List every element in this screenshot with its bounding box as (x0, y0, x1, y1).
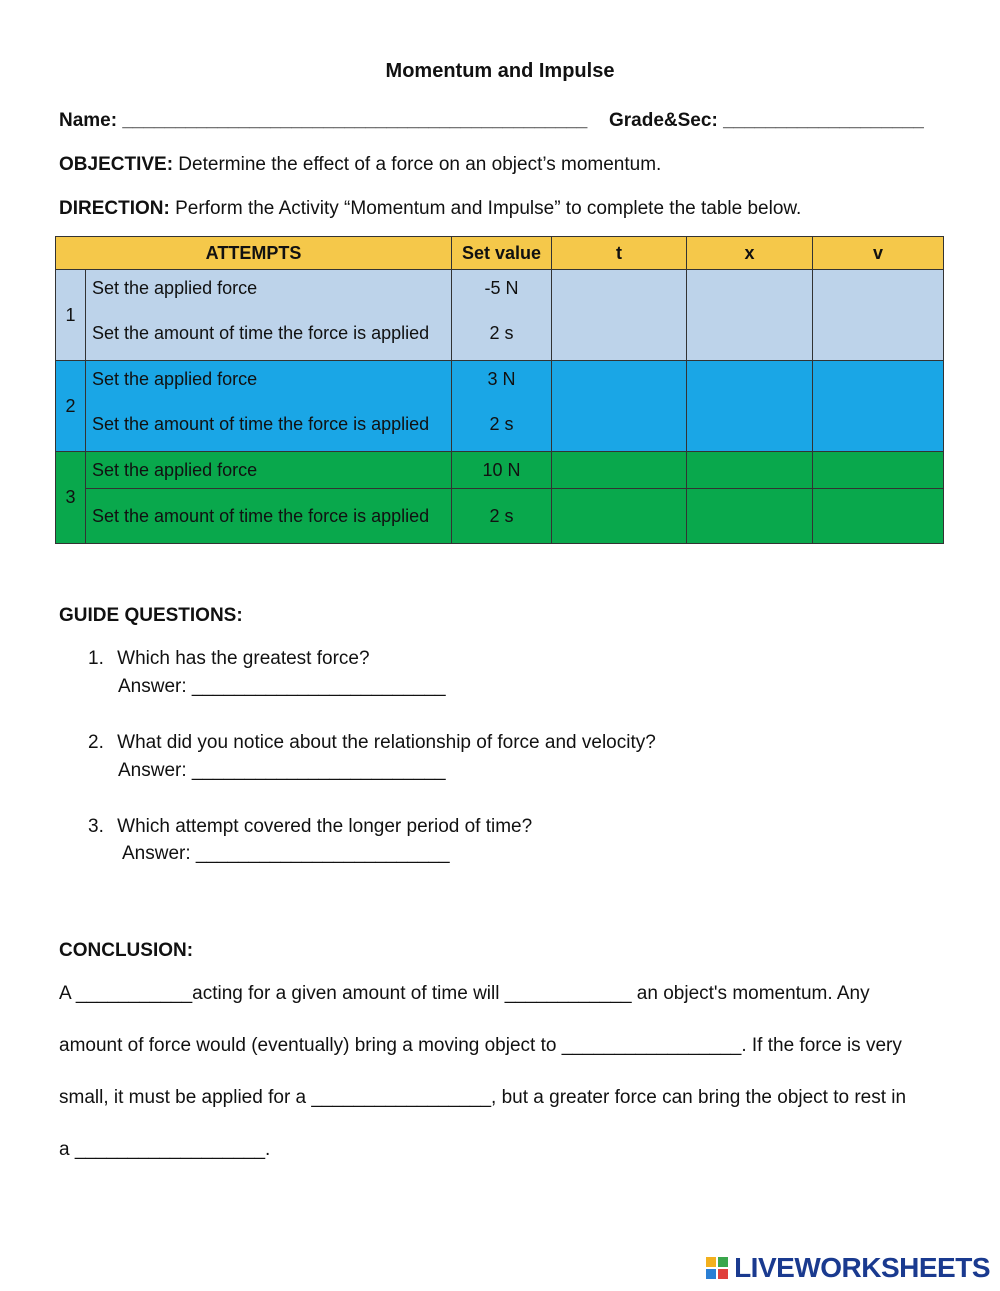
t-cell[interactable] (552, 489, 687, 544)
question-text: Which has the greatest force? (117, 648, 370, 669)
x-cell[interactable] (687, 452, 813, 489)
question-text: Which attempt covered the longer period of time? (117, 816, 533, 837)
conclusion-line[interactable]: amount of force would (eventually) bring a moving object to _________________. If the force is very (59, 1035, 902, 1056)
conclusion-line[interactable]: a __________________. (59, 1139, 271, 1160)
time-label: Set the amount of time the force is applied (86, 306, 452, 361)
table-row (56, 270, 944, 307)
time-value: 2 s (452, 397, 552, 452)
table-row (56, 489, 944, 544)
question-text: What did you notice about the relationship of force and velocity? (117, 732, 656, 753)
activity-table (55, 236, 944, 544)
direction-label: DIRECTION: (59, 198, 170, 219)
objective-text: Determine the effect of a force on an object’s momentum. (173, 154, 662, 175)
time-label: Set the amount of time the force is applied (86, 489, 452, 544)
t-cell[interactable] (552, 361, 687, 452)
direction (59, 198, 801, 220)
grade-line (609, 110, 924, 132)
grade-label: Grade&Sec: (609, 110, 718, 131)
force-value: 3 N (452, 361, 552, 398)
objective (59, 154, 661, 176)
question-number: 3. (88, 816, 104, 837)
force-value: -5 N (452, 270, 552, 307)
answer-2[interactable]: Answer: ________________________ (118, 760, 446, 781)
header-attempts: ATTEMPTS (56, 237, 452, 270)
table-header-row (56, 237, 944, 270)
v-cell[interactable] (813, 489, 944, 544)
name-line (59, 110, 587, 132)
force-label: Set the applied force (86, 361, 452, 398)
direction-text: Perform the Activity “Momentum and Impulse” to complete the table below. (169, 198, 802, 219)
logo-blocks-icon (706, 1257, 728, 1279)
conclusion-heading: CONCLUSION: (59, 940, 194, 961)
question-number: 2. (88, 732, 104, 753)
x-cell[interactable] (687, 361, 813, 452)
name-field[interactable]: ____________________________________________ (122, 110, 588, 131)
question-3 (88, 816, 532, 838)
conclusion-line[interactable]: small, it must be applied for a _________________, but a greater force can bring the object to rest in (59, 1087, 907, 1108)
answer-1[interactable]: Answer: ________________________ (118, 676, 446, 697)
force-label: Set the applied force (86, 270, 452, 307)
attempt-number: 2 (56, 361, 86, 452)
question-2 (88, 732, 656, 754)
time-value: 2 s (452, 489, 552, 544)
grade-field[interactable]: ___________________ (723, 110, 924, 131)
objective-label: OBJECTIVE: (59, 154, 174, 175)
answer-3[interactable]: Answer: ________________________ (122, 843, 450, 864)
table-row (56, 452, 944, 489)
time-label: Set the amount of time the force is applied (86, 397, 452, 452)
attempt-number: 3 (56, 452, 86, 544)
question-number: 1. (88, 648, 104, 669)
header-v: v (813, 237, 944, 270)
name-label: Name: (59, 110, 118, 131)
table-row (56, 361, 944, 398)
conclusion-line[interactable]: A ___________acting for a given amount of time will ____________ an object's momentum. Any (59, 983, 870, 1004)
force-value: 10 N (452, 452, 552, 489)
force-label: Set the applied force (86, 452, 452, 489)
x-cell[interactable] (687, 489, 813, 544)
v-cell[interactable] (813, 361, 944, 452)
t-cell[interactable] (552, 452, 687, 489)
attempt-number: 1 (56, 270, 86, 361)
x-cell[interactable] (687, 270, 813, 361)
header-t: t (552, 237, 687, 270)
logo-text: LIVEWORKSHEETS (734, 1252, 990, 1283)
liveworksheets-logo (706, 1252, 990, 1284)
v-cell[interactable] (813, 270, 944, 361)
guide-heading: GUIDE QUESTIONS: (59, 605, 243, 626)
header-set-value: Set value (452, 237, 552, 270)
time-value: 2 s (452, 306, 552, 361)
t-cell[interactable] (552, 270, 687, 361)
page-title: Momentum and Impulse (385, 60, 615, 82)
v-cell[interactable] (813, 452, 944, 489)
question-1 (88, 648, 370, 670)
header-x: x (687, 237, 813, 270)
